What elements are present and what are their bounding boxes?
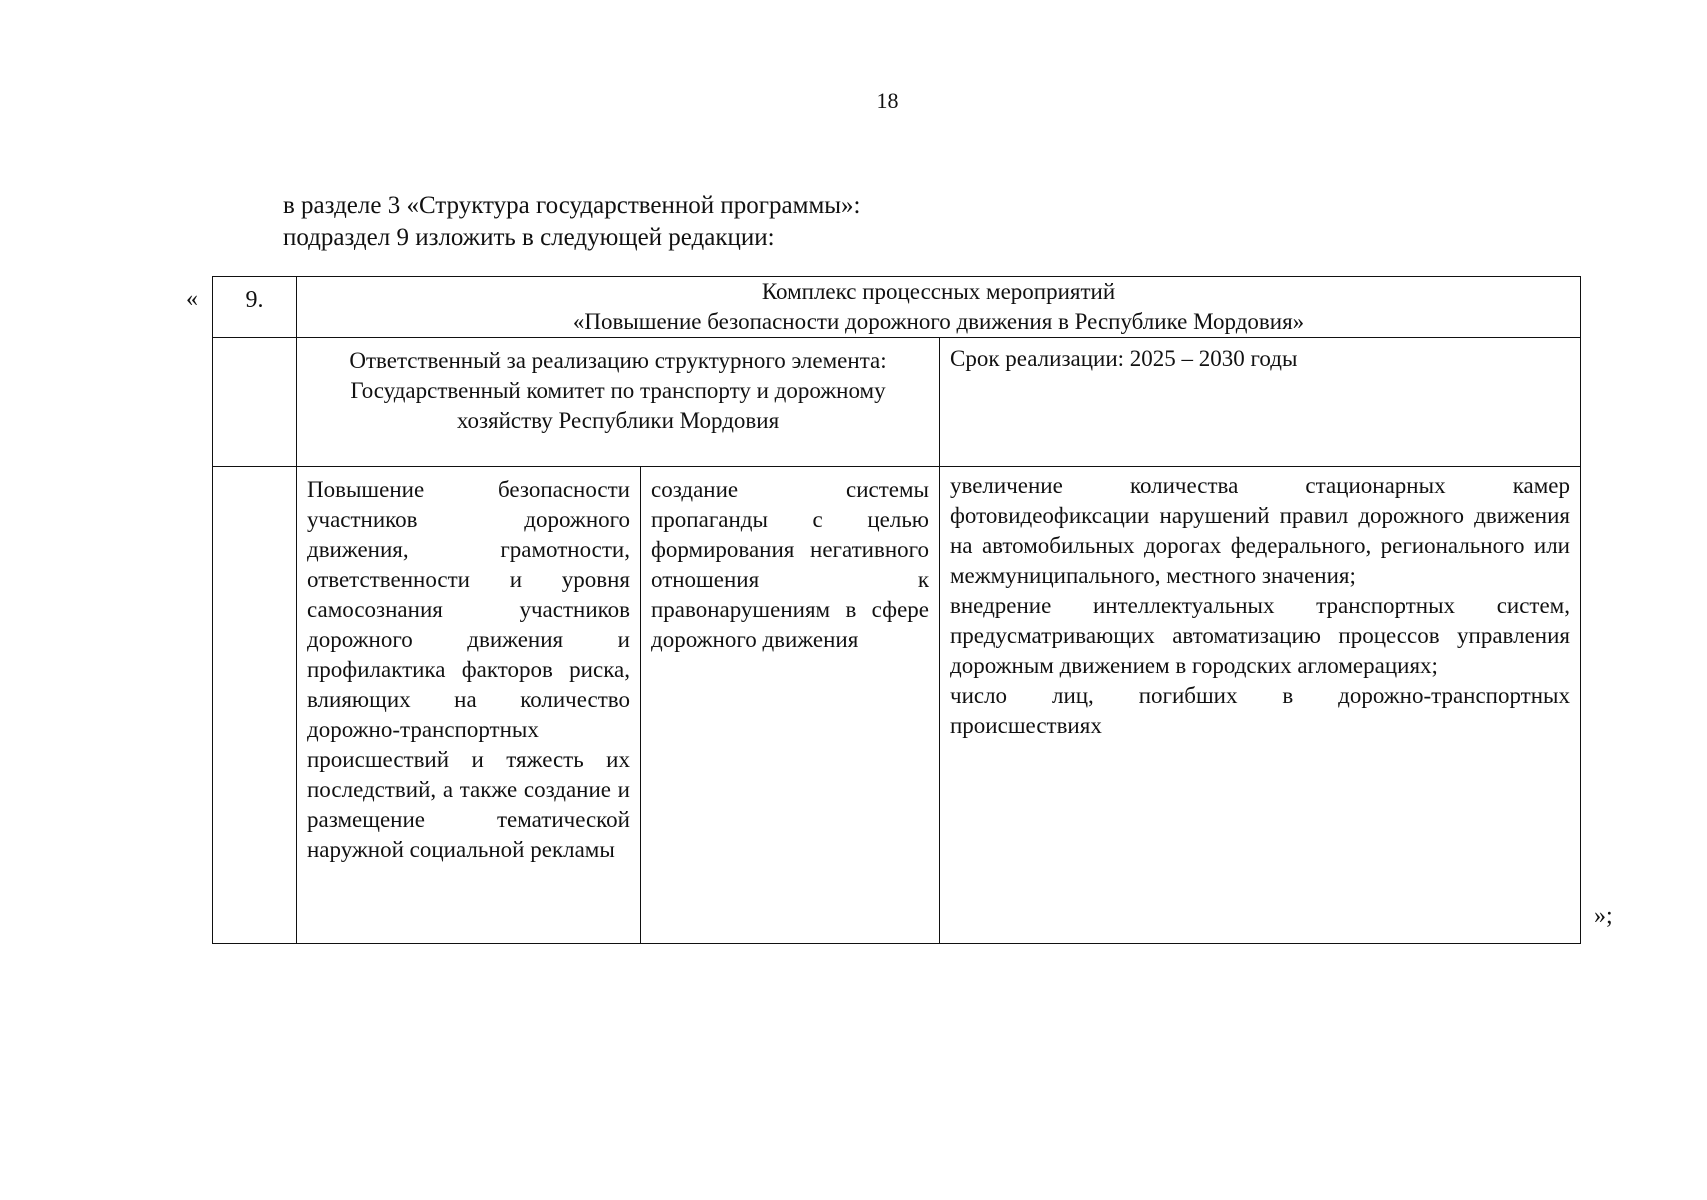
activity-cell: создание системы пропаганды с целью формирования негативного отношения к правонарушениям в сфере дорожного движения [641, 467, 940, 944]
page-number: 18 [876, 88, 899, 113]
responsible-executor: Ответственный за реализацию структурного элемента: Государственный комитет по транспорту и дорожному хозяйству Республики Мордовия [297, 338, 940, 467]
section-title-line-1: Комплекс процессных мероприятий [761, 279, 1116, 304]
indicators-cell [940, 467, 1581, 944]
title-row [213, 277, 1581, 338]
intro-text [283, 190, 861, 254]
indicator-item: внедрение интеллектуальных транспортных систем, предусматривающих автоматизацию процессов управления дорожным движением в городских агломерациях; [950, 593, 1570, 678]
content-row [213, 467, 1581, 944]
task-cell: Повышение безопасности участников дорожного движения, грамотности, ответственности и уровня самосознания участников дорожного движения и профилактика факторов риска, влияющих на количество дорожно-транспортных происшествий и тяжесть их последствий, а также создание и размещение тематической наружной социальной рекламы [297, 467, 641, 944]
empty-number-cell [213, 467, 297, 944]
intro-line-1: в разделе 3 «Структура государственной программы»: [283, 192, 861, 219]
indicator-item: увеличение количества стационарных камер фотовидеофиксации нарушений правил дорожного движения на автомобильных дорогах федерального, регионального или межмуниципального, местного значения; [950, 473, 1570, 588]
section-title [297, 277, 1581, 338]
section-title-line-2: «Повышение безопасности дорожного движения в Республике Мордовия» [572, 309, 1305, 334]
empty-number-cell [213, 338, 297, 467]
opening-quote: « [186, 286, 198, 312]
indicator-item: число лиц, погибших в дорожно-транспортных происшествиях [950, 683, 1570, 738]
program-structure-table [212, 276, 1581, 944]
implementation-term: Срок реализации: 2025 – 2030 годы [940, 338, 1581, 467]
section-number: 9. [213, 277, 297, 338]
intro-line-2: подраздел 9 изложить в следующей редакции: [283, 224, 775, 251]
closing-quote: »; [1594, 903, 1613, 929]
responsible-row [213, 338, 1581, 467]
